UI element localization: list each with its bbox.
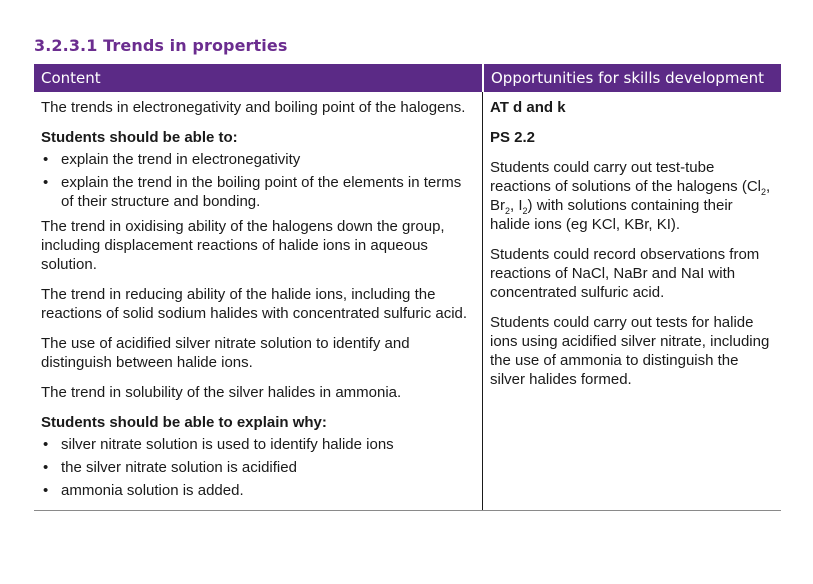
content-paragraph-silver-nitrate: The use of acidified silver nitrate solution to identify and distinguish between halide ions. (41, 335, 410, 371)
bullet-icon: • (43, 174, 49, 191)
bullet-icon: • (43, 436, 49, 453)
apparatus-techniques-ref: AT d and k (490, 99, 566, 116)
students-explain-heading: Students should be able to explain why: (41, 414, 327, 431)
table-body-row (34, 92, 781, 511)
opportunity-text: ) with solutions containing their halide ions (eg KCl, KBr, KI). (490, 197, 733, 233)
list-item-text: explain the trend in electronegativity (61, 151, 301, 168)
section-title: 3.2.3.1 Trends in properties (34, 36, 288, 55)
list-item-text: silver nitrate solution is used to identify halide ions (61, 436, 394, 453)
bullet-icon: • (43, 151, 49, 168)
specification-table (34, 64, 781, 511)
table-header-row (34, 64, 781, 92)
opportunity-halide-tests: Students could carry out tests for halide ions using acidified silver nitrate, including the use of ammonia to distinguish the silver halides formed. (490, 314, 770, 388)
students-able-list (41, 150, 476, 211)
content-column-header: Content (41, 69, 101, 87)
students-explain-list (41, 435, 476, 500)
list-item-text: ammonia solution is added. (61, 482, 244, 499)
content-paragraph-solubility: The trend in solubility of the silver halides in ammonia. (41, 384, 402, 401)
opportunity-text: , Br (490, 178, 771, 214)
opportunities-column (482, 92, 781, 510)
subscript: 2 (522, 206, 528, 216)
list-item-text: explain the trend in the boiling point of the elements in terms of their structure and bonding. (61, 174, 462, 210)
bullet-icon: • (43, 459, 49, 476)
opportunity-record-observations: Students could record observations from reactions of NaCl, NaBr and NaI with concentrated sulfuric acid. (490, 246, 760, 301)
bullet-icon: • (43, 482, 49, 499)
content-paragraph-oxidising: The trend in oxidising ability of the halogens down the group, including displacement reactions of halide ions in aqueous solution. (41, 218, 445, 273)
opportunity-text: Students could carry out test-tube reactions of solutions of the halogens (Cl (490, 159, 761, 195)
list-item (41, 435, 476, 454)
students-able-heading: Students should be able to: (41, 129, 238, 146)
list-item (41, 173, 476, 211)
content-paragraph-reducing: The trend in reducing ability of the halide ions, including the reactions of solid sodium halides with concentrated sulfuric acid. (41, 286, 468, 322)
opportunity-test-tube-reactions (490, 158, 775, 234)
list-item (41, 150, 476, 169)
list-item (41, 458, 476, 477)
practical-skills-ref: PS 2.2 (490, 129, 536, 146)
content-paragraph-halogen-trends: The trends in electronegativity and boiling point of the halogens. (41, 99, 466, 116)
content-column (34, 92, 482, 510)
subscript: 2 (761, 187, 767, 197)
list-item-text: the silver nitrate solution is acidified (61, 459, 297, 476)
opportunity-text: , I (510, 197, 523, 214)
list-item (41, 481, 476, 500)
subscript: 2 (505, 206, 511, 216)
opportunities-column-header: Opportunities for skills development (482, 64, 781, 92)
